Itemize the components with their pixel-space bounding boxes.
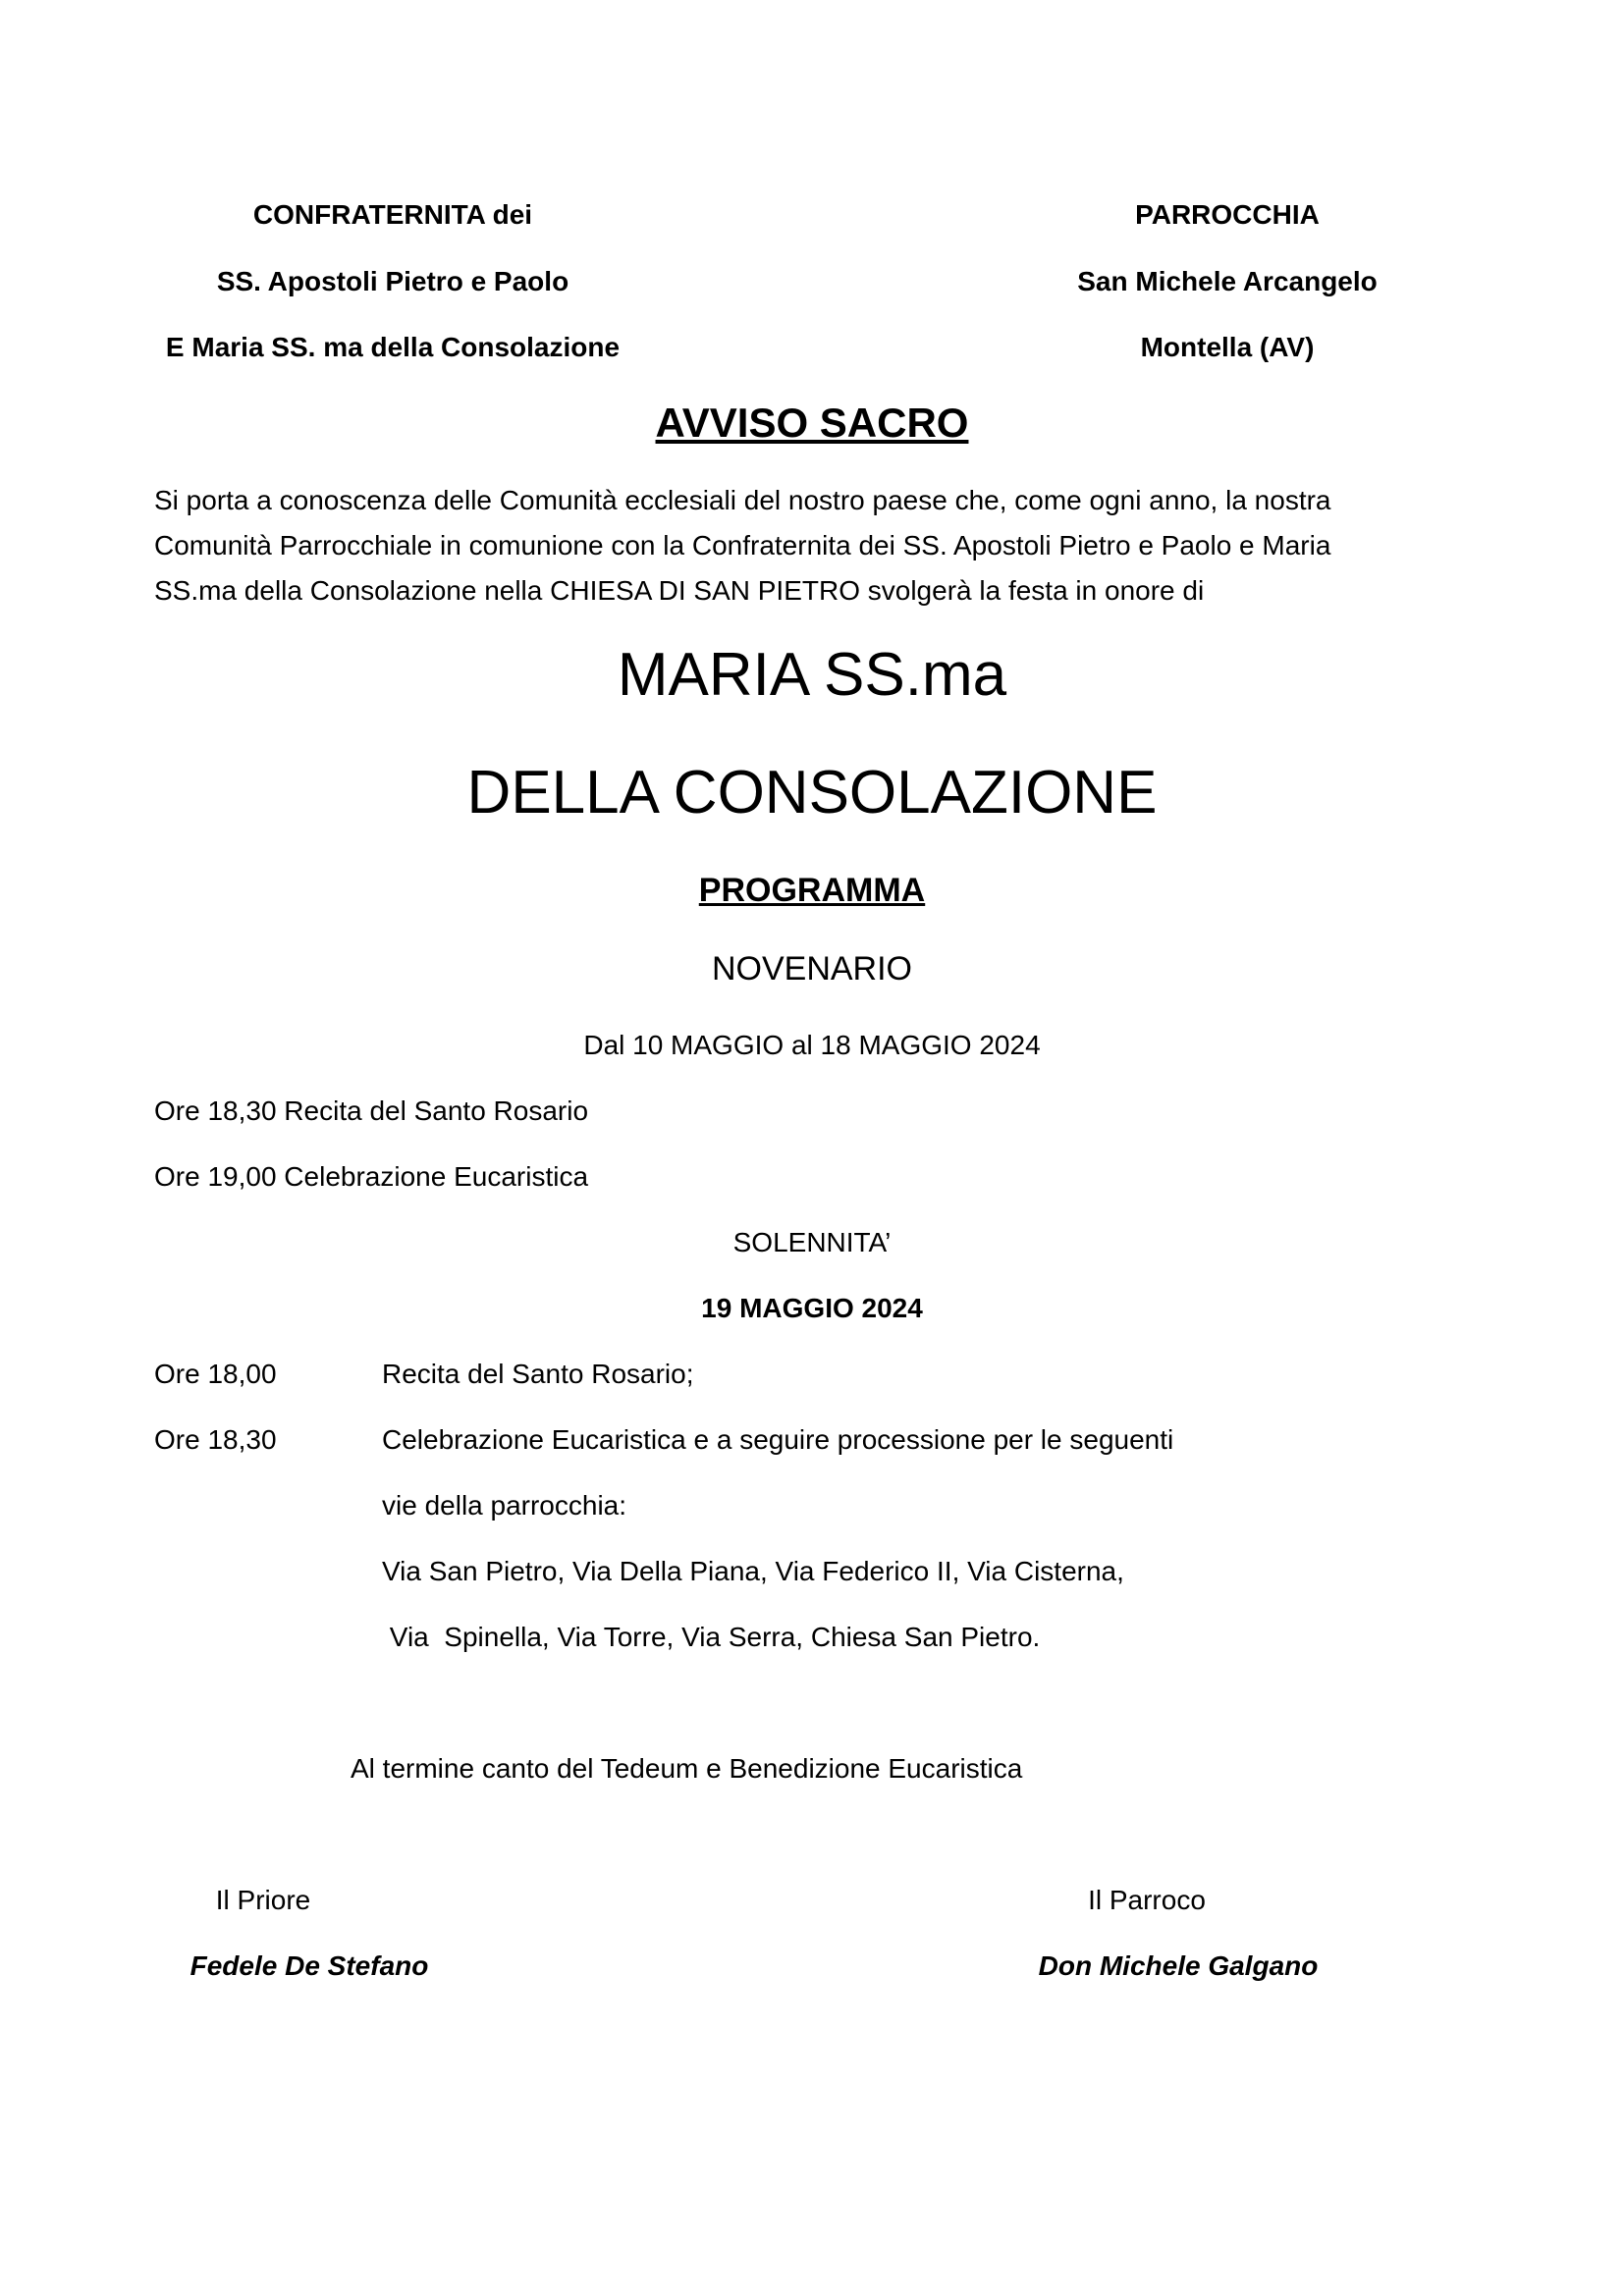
solennita-date: 19 MAGGIO 2024	[701, 1293, 923, 1323]
confraternita-title: CONFRATERNITA dei	[252, 199, 533, 230]
feast-title-line-1: MARIA SS.ma	[617, 641, 1007, 709]
closing-note: Al termine canto del Tedeum e Benedizione Eucaristica	[351, 1753, 1023, 1784]
parrocchia-title: PARROCCHIA	[1135, 199, 1320, 230]
signature-left-title: Il Priore	[215, 1885, 311, 1915]
page-title: AVVISO SACRO	[655, 400, 969, 446]
procession-route: Via Spinella, Via Torre, Via Serra, Chiesa San Pietro.	[382, 1622, 1041, 1652]
schedule-time: Ore 18,00	[154, 1359, 277, 1389]
intro-paragraph	[154, 478, 1489, 614]
novenario-heading: NOVENARIO	[711, 950, 913, 988]
programma-heading: PROGRAMMA	[698, 872, 926, 909]
signature-right-name: Don Michele Galgano	[1038, 1950, 1319, 1981]
confraternita-subtitle-2: E Maria SS. ma della Consolazione	[165, 332, 621, 362]
confraternita-subtitle: SS. Apostoli Pietro e Paolo	[216, 266, 569, 296]
novenario-item: Ore 19,00 Celebrazione Eucaristica	[154, 1161, 589, 1192]
schedule-description: Celebrazione Eucaristica e a seguire processione per le seguenti	[382, 1424, 1174, 1455]
parrocchia-location: Montella (AV)	[1140, 332, 1315, 362]
intro-line: SS.ma della Consolazione nella CHIESA DI SAN PIETRO svolgerà la festa in onore di	[154, 575, 1205, 606]
intro-line: Si porta a conoscenza delle Comunità ecclesiali del nostro paese che, come ogni anno, la nostra	[154, 485, 1331, 515]
schedule-description: vie della parrocchia:	[382, 1490, 627, 1521]
parrocchia-name: San Michele Arcangelo	[1077, 266, 1378, 296]
intro-line: Comunità Parrocchiale in comunione con la Confraternita dei SS. Apostoli Pietro e Paolo e Maria	[154, 530, 1331, 561]
schedule-description: Recita del Santo Rosario;	[382, 1359, 694, 1389]
procession-route: Via San Pietro, Via Della Piana, Via Federico II, Via Cisterna,	[382, 1556, 1124, 1586]
novenario-dates: Dal 10 MAGGIO al 18 MAGGIO 2024	[583, 1030, 1041, 1060]
feast-title-line-2: DELLA CONSOLAZIONE	[466, 759, 1158, 827]
signature-right-title: Il Parroco	[1088, 1885, 1206, 1915]
signature-left-name: Fedele De Stefano	[189, 1950, 429, 1981]
schedule-time: Ore 18,30	[154, 1424, 277, 1455]
novenario-item: Ore 18,30 Recita del Santo Rosario	[154, 1095, 589, 1126]
solennita-heading: SOLENNITA’	[732, 1227, 892, 1257]
